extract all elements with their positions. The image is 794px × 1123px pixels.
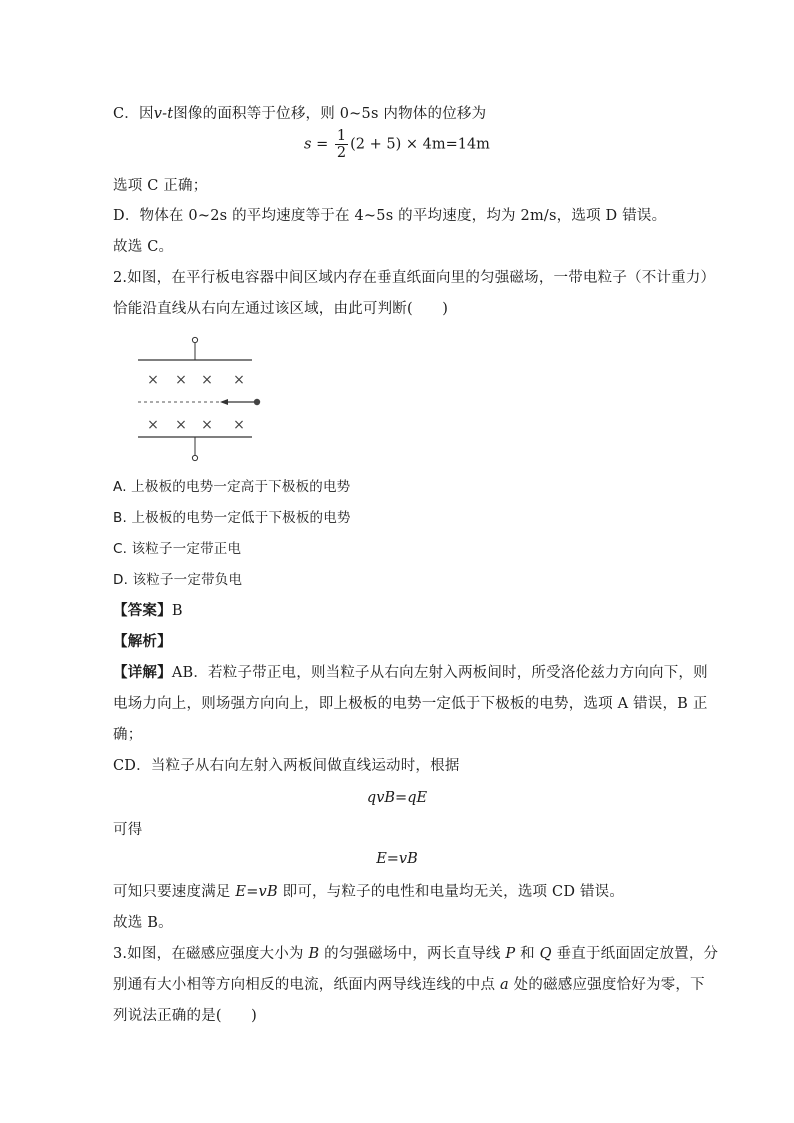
kede-line: 可得 bbox=[113, 822, 143, 838]
q3-text: 的匀强磁场中，两长直导线 bbox=[319, 946, 506, 962]
arrow-head bbox=[220, 399, 228, 405]
option-c: C. 该粒子一定带正电 bbox=[113, 541, 242, 557]
equation-qvb: qvB=qE bbox=[366, 790, 428, 806]
q3-line2 bbox=[113, 975, 705, 995]
q3-text: 和 bbox=[515, 946, 540, 962]
formula-eq: = bbox=[311, 136, 333, 153]
answer-value: B bbox=[171, 603, 183, 619]
cross-mark: × bbox=[233, 417, 245, 433]
equation-evb: E=vB bbox=[376, 851, 418, 867]
formula-lhs: s bbox=[304, 136, 312, 153]
q3-text: 垂直于纸面固定放置，分 bbox=[551, 946, 719, 962]
q3-line1 bbox=[113, 944, 718, 964]
section-c-conclusion: 选项 C 正确； bbox=[113, 178, 208, 194]
displacement-formula bbox=[0, 128, 794, 161]
cross-mark: × bbox=[175, 417, 187, 433]
detail-text1: AB．若粒子带正电，则当粒子从右向左射入两板间时，所受洛伦兹力方向向下，则 bbox=[171, 665, 708, 681]
option-a: A. 上极板的电势一定高于下极板的电势 bbox=[113, 479, 351, 495]
q2-final: 故选 B。 bbox=[113, 915, 173, 931]
cross-mark: × bbox=[147, 417, 159, 433]
q3-text: 处的磁感应强度恰好为零，下 bbox=[508, 977, 705, 993]
q2-stem-line2: 恰能沿直线从右向左通过该区域，由此可判断( ) bbox=[113, 301, 449, 317]
section-d-final: 故选 C。 bbox=[113, 239, 174, 255]
option-b: B. 上极板的电势一定低于下极板的电势 bbox=[113, 510, 351, 526]
conclusion-suffix: 即可，与粒子的电性和电量均无关，选项 CD 错误。 bbox=[277, 884, 625, 900]
q3-var-p: P bbox=[505, 946, 516, 962]
cross-mark: × bbox=[201, 372, 213, 388]
q2-conclusion bbox=[113, 882, 624, 902]
fraction bbox=[335, 128, 348, 161]
q3-line3: 列说法正确的是( ) bbox=[113, 1008, 258, 1024]
section-c-prefix: C．因 bbox=[113, 106, 154, 122]
top-terminal bbox=[192, 337, 197, 342]
option-d: D. 该粒子一定带负电 bbox=[113, 572, 243, 588]
fraction-denominator: 2 bbox=[336, 145, 347, 161]
vt-label: v-t bbox=[153, 106, 174, 122]
section-c-line bbox=[113, 104, 486, 124]
fraction-numerator: 1 bbox=[336, 128, 347, 144]
q3-var-q: Q bbox=[539, 946, 552, 962]
answer-tag: 【答案】 bbox=[113, 602, 172, 619]
q3-text: 3.如图，在磁感应强度大小为 bbox=[113, 946, 309, 962]
section-c-suffix: 图像的面积等于位移，则 0~5s 内物体的位移为 bbox=[173, 106, 487, 122]
formula-rhs: (2 + 5) × 4m=14m bbox=[350, 136, 490, 153]
cd-line: CD．当粒子从右向左射入两板间做直线运动时，根据 bbox=[113, 758, 460, 774]
answer-line bbox=[113, 601, 183, 621]
q3-var-b: B bbox=[308, 946, 320, 962]
capacitor-diagram bbox=[130, 334, 270, 466]
q2-stem-line1: 2.如图，在平行板电容器中间区域内存在垂直纸面向里的匀强磁场，一带电粒子（不计重力） bbox=[113, 270, 716, 286]
conclusion-eq: E=vB bbox=[235, 884, 278, 900]
cross-mark: × bbox=[201, 417, 213, 433]
section-d-line: D．物体在 0~2s 的平均速度等于在 4~5s 的平均速度，均为 2m/s，选项 D 错误。 bbox=[113, 208, 667, 224]
detail-line3: 确； bbox=[113, 727, 143, 743]
detail-line1 bbox=[113, 663, 708, 683]
q3-text: 别通有大小相等方向相反的电流，纸面内两导线连线的中点 bbox=[113, 977, 501, 993]
cross-mark: × bbox=[233, 372, 245, 388]
q3-var-a: a bbox=[500, 977, 509, 993]
particle bbox=[254, 399, 260, 405]
conclusion-prefix: 可知只要速度满足 bbox=[113, 884, 236, 900]
cross-mark: × bbox=[147, 372, 159, 388]
cross-mark: × bbox=[175, 372, 187, 388]
analysis-tag: 【解析】 bbox=[113, 633, 172, 650]
bottom-terminal bbox=[192, 455, 197, 460]
detail-tag: 【详解】 bbox=[113, 664, 172, 681]
detail-line2: 电场力向上，则场强方向向上，即上极板的电势一定低于下极板的电势，选项 A 错误，B 正 bbox=[113, 696, 708, 712]
